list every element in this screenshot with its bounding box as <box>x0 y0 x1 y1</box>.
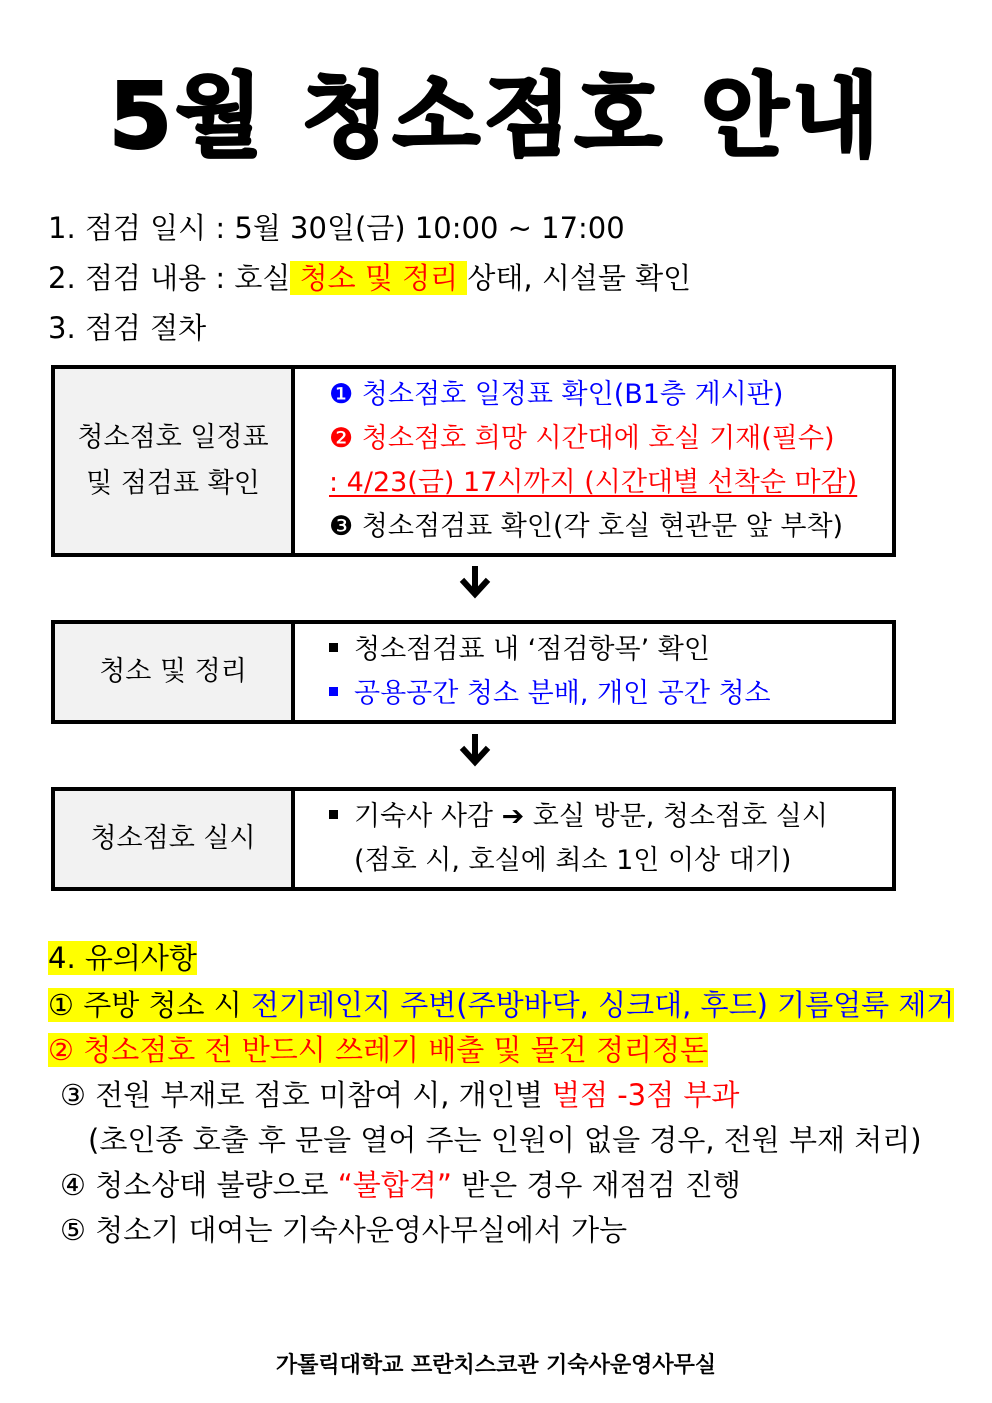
step-item <box>329 795 828 839</box>
note-text-emphasis: 벌점 -3점 부과 <box>551 1078 740 1112</box>
note-item-3 <box>60 1075 739 1115</box>
notes-heading-text: 4. 유의사항 <box>48 941 197 975</box>
note-text-emphasis: “불합격” <box>337 1168 452 1202</box>
step-box-schedule <box>51 365 896 557</box>
page-title: 5월 청소점호 안내 <box>109 64 883 169</box>
bullet-icon <box>329 810 338 819</box>
step-item-text: 기숙사 사감 ➔ 호실 방문, 청소점호 실시 <box>354 801 828 832</box>
step-label-line: 청소점호 일정표 <box>77 422 269 453</box>
bullet-icon <box>329 643 338 652</box>
step-label-line: 청소 및 정리 <box>99 656 247 687</box>
step-label-line: 및 점검표 확인 <box>86 468 260 499</box>
inspection-procedure-heading: 3. 점검 절차 <box>48 311 207 345</box>
inspection-content-prefix: 2. 점검 내용 : 호실 <box>48 261 291 295</box>
step-item: ❸ 청소점검표 확인(각 호실 현관문 앞 부착) <box>329 511 844 542</box>
step-item <box>329 628 771 672</box>
note-item-1 <box>48 985 954 1025</box>
note-text-emphasis: 전기레인지 주변(주방바닥, 싱크대, 후드) 기름얼룩 제거 <box>250 988 955 1022</box>
arrow-down-icon <box>458 734 492 768</box>
step-box-inspection <box>51 787 896 891</box>
step-item <box>329 672 771 716</box>
note-text: ④ 청소상태 불량으로 <box>60 1168 338 1202</box>
step-content-inspection <box>295 791 828 887</box>
footer-office-name: 가톨릭대학교 프란치스코관 기숙사운영사무실 <box>275 1353 717 1378</box>
step-item: : 4/23(금) 17시까지 (시간대별 선착순 마감) <box>329 467 858 498</box>
step-content-schedule <box>295 369 857 553</box>
step-item: ❶ 청소점호 일정표 확인(B1층 게시판) <box>329 379 784 410</box>
step-item-text: 청소점검표 내 ‘점검항목’ 확인 <box>354 634 710 665</box>
note-item-3-detail: (초인종 호출 후 문을 열어 주는 인원이 없을 경우, 전원 부재 처리) <box>88 1123 922 1157</box>
note-item-4 <box>60 1165 741 1205</box>
inspection-datetime: 1. 점검 일시 : 5월 30일(금) 10:00 ~ 17:00 <box>48 211 625 245</box>
note-text: 받은 경우 재점검 진행 <box>451 1168 741 1202</box>
note-item-2 <box>48 1030 708 1070</box>
step-item-text: 공용공간 청소 분배, 개인 공간 청소 <box>354 678 771 709</box>
note-item-5: ⑤ 청소기 대여는 기숙사운영사무실에서 가능 <box>60 1213 628 1247</box>
inspection-content <box>48 258 691 298</box>
step-label-line: 청소점호 실시 <box>90 823 256 854</box>
note-text: ② 청소점호 전 반드시 쓰레기 배출 및 물건 정리정돈 <box>48 1033 709 1067</box>
step-item: ❷ 청소점호 희망 시간대에 호실 기재(필수) <box>329 423 835 454</box>
step-label-cleaning <box>55 624 295 720</box>
inspection-content-highlight: 청소 및 정리 <box>290 261 468 295</box>
bullet-icon <box>329 687 338 696</box>
step-box-cleaning <box>51 620 896 724</box>
inspection-content-suffix: 상태, 시설물 확인 <box>467 261 692 295</box>
step-item: (점호 시, 호실에 최소 1인 이상 대기) <box>354 845 792 876</box>
step-label-schedule <box>55 369 295 553</box>
step-label-inspection <box>55 791 295 887</box>
notes-heading <box>48 938 197 978</box>
arrow-down-icon <box>458 566 492 600</box>
note-text: ① 주방 청소 시 <box>48 988 251 1022</box>
step-content-cleaning <box>295 624 771 720</box>
note-text: ③ 전원 부재로 점호 미참여 시, 개인별 <box>60 1078 552 1112</box>
